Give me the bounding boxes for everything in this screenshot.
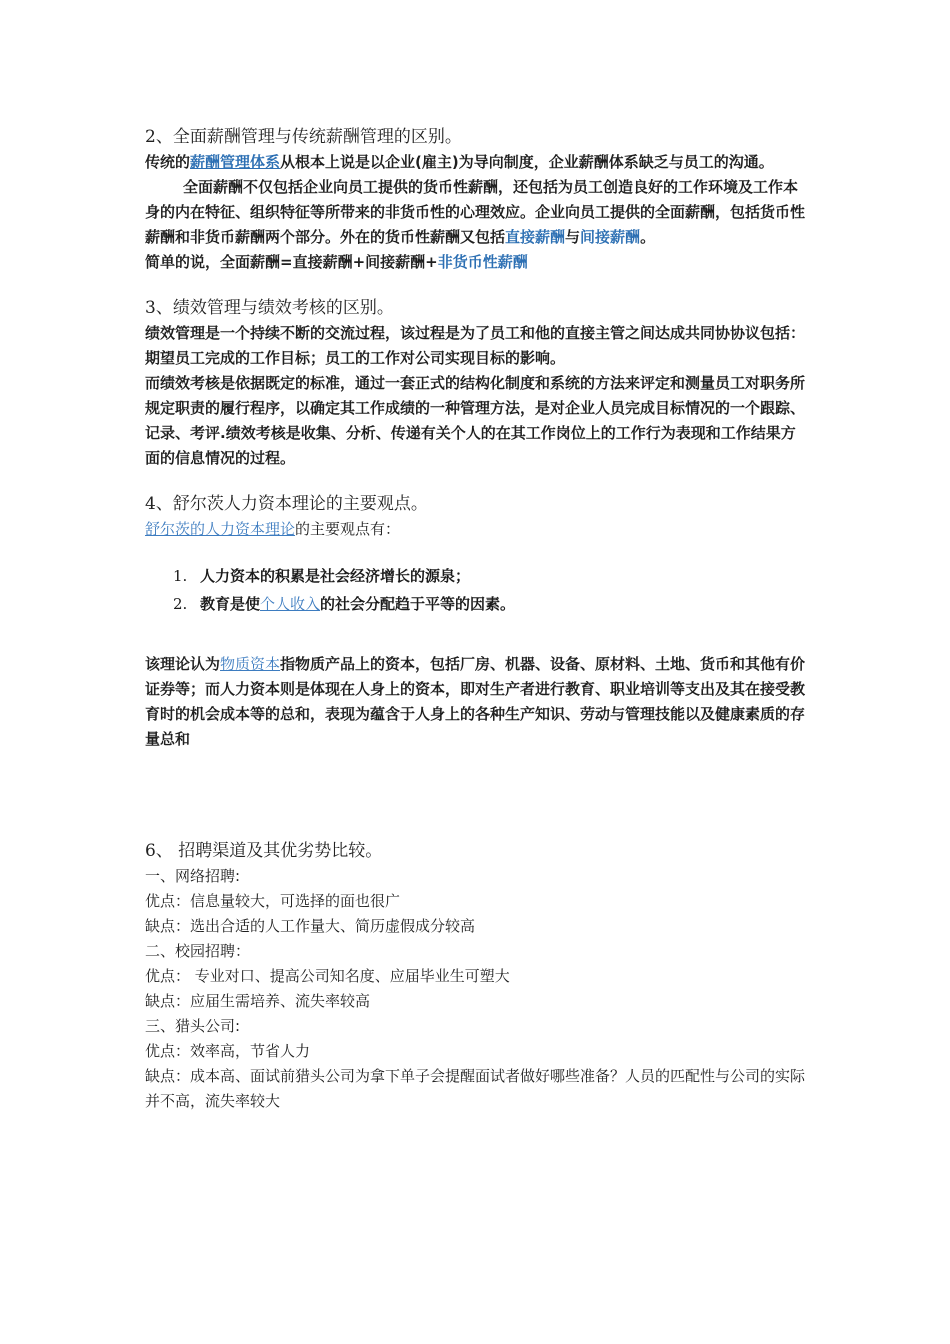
section-3-heading: 3、绩效管理与绩效考核的区别。 bbox=[145, 298, 394, 318]
text: 指物质产品上的资本，包括厂房、机器、设备、原材料、土地、货币和其他有价证券等；而人力资本则是体现在人身上的资本，即对生产者进行教育、职业培训等支出及其在接受教育时的机会成本等的总和，表现为蕴含于人身上的各种生产知识、劳动与管理技能以及健康素质的存量总和 bbox=[145, 655, 806, 748]
recruit-line: 一、网络招聘: bbox=[145, 867, 241, 885]
recruit-line: 优点： 专业对口、提高公司知名度、应届毕业生可塑大 bbox=[145, 967, 510, 985]
section-4-heading: 4、舒尔茨人力资本理论的主要观点。 bbox=[145, 494, 428, 514]
text: 简单的说，全面薪酬=直接薪酬+间接薪酬+ bbox=[145, 253, 438, 271]
direct-pay-link[interactable]: 直接薪酬 bbox=[505, 228, 566, 246]
recruit-line: 缺点：成本高、面试前猎头公司为拿下单子会提醒面试者做好哪些准备？人员的匹配性与公司的实际并不高，流失率较大 bbox=[145, 1067, 806, 1110]
section-6-heading: 6、 招聘渠道及其优劣势比较。 bbox=[145, 841, 383, 861]
section-2-paragraph-2 bbox=[145, 175, 810, 250]
section-4-paragraph bbox=[145, 652, 810, 752]
indirect-pay-link[interactable]: 间接薪酬 bbox=[580, 228, 641, 246]
text: 的主要观点有： bbox=[295, 520, 401, 538]
section-3-paragraph-1: 绩效管理是一个持续不断的交流过程，该过程是为了员工和他的直接主管之间达成共同协协议包括：期望员工完成的工作目标；员工的工作对公司实现目标的影响。 bbox=[145, 324, 806, 367]
list-number: 2. bbox=[173, 595, 188, 613]
recruit-line: 优点：效率高，节省人力 bbox=[145, 1042, 311, 1060]
recruit-line: 优点：信息量较大，可选择的面也很广 bbox=[145, 892, 401, 910]
non-monetary-pay-link[interactable]: 非货币性薪酬 bbox=[437, 253, 528, 271]
text: 全面薪酬不仅包括企业向员工提供的货币性薪酬，还包括为员工创造良好的工作环境及工作本身的内在特征、组织特征等所带来的非货币性的心理效应。企业向员工提供的全面薪酬，包括货币性薪酬和非货币薪酬两个部分。外在的货币性薪酬又包括 bbox=[145, 178, 806, 246]
list-item bbox=[145, 562, 810, 590]
recruit-line: 二、校园招聘： bbox=[145, 942, 251, 960]
text: 该理论认为 bbox=[145, 655, 221, 673]
recruit-line: 三、猎头公司: bbox=[145, 1017, 241, 1035]
text: 从根本上说是以企业(雇主)为导向制度，企业薪酬体系缺乏与员工的沟通。 bbox=[280, 153, 774, 171]
salary-system-link[interactable]: 薪酬管理体系 bbox=[190, 153, 281, 171]
schultz-theory-link[interactable]: 舒尔茨的人力资本理论 bbox=[145, 520, 296, 538]
list-number: 1. bbox=[173, 567, 188, 585]
text: 。 bbox=[640, 228, 656, 246]
recruit-line: 缺点：应届生需培养、流失率较高 bbox=[145, 992, 371, 1010]
key-points-list bbox=[145, 562, 810, 618]
section-2-heading: 2、全面薪酬管理与传统薪酬管理的区别。 bbox=[145, 127, 462, 147]
text: 传统的 bbox=[145, 153, 191, 171]
text: 与 bbox=[565, 228, 581, 246]
physical-capital-link[interactable]: 物质资本 bbox=[220, 655, 281, 673]
section-4-intro bbox=[145, 517, 810, 542]
recruit-line: 缺点：选出合适的人工作量大、简历虚假成分较高 bbox=[145, 917, 476, 935]
text: 人力资本的积累是社会经济增长的源泉； bbox=[200, 567, 471, 585]
section-2-paragraph-3 bbox=[145, 250, 810, 275]
section-3-paragraph-2: 而绩效考核是依据既定的标准，通过一套正式的结构化制度和系统的方法来评定和测量员工对职务所规定职责的履行程序，以确定其工作成绩的一种管理方法，是对企业人员完成目标情况的一个跟踪、记录、考评.绩效考核是收集、分析、传递有关个人的在其工作岗位上的工作行为表现和工作结果方面的信息情况的过程。 bbox=[145, 374, 806, 467]
text: 教育是使 bbox=[200, 595, 261, 613]
section-2-paragraph-1 bbox=[145, 150, 810, 175]
document-page bbox=[145, 124, 810, 1114]
text: 的社会分配趋于平等的因素。 bbox=[320, 595, 516, 613]
personal-income-link[interactable]: 个人收入 bbox=[260, 595, 321, 613]
list-item bbox=[145, 590, 810, 618]
